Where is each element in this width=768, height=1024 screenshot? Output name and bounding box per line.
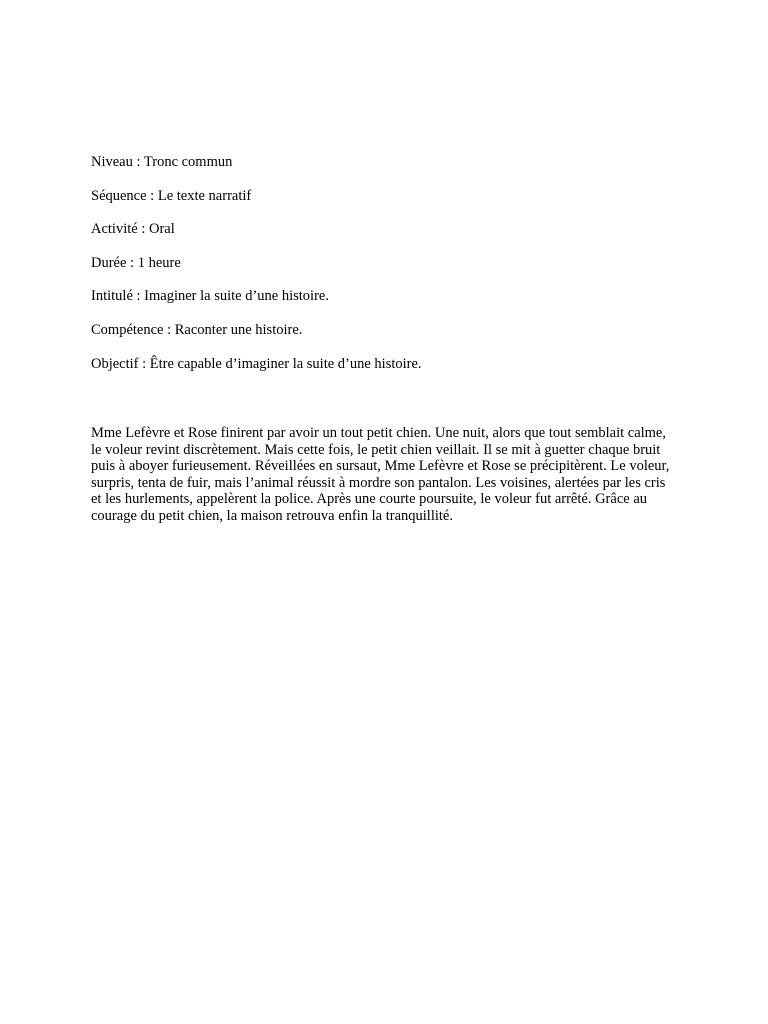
title-line: Intitulé : Imaginer la suite d’une histoire. bbox=[91, 288, 329, 305]
sequence-line: Séquence : Le texte narratif bbox=[91, 187, 252, 204]
competence-line: Compétence : Raconter une histoire. bbox=[91, 321, 303, 338]
lesson-info bbox=[91, 154, 691, 389]
level-line: Niveau : Tronc commun bbox=[91, 154, 233, 170]
objective-line: Objectif : Être capable d’imaginer la suite d’une histoire. bbox=[91, 355, 422, 372]
duration-line: Durée : 1 heure bbox=[91, 254, 181, 271]
activity-line: Activité : Oral bbox=[91, 221, 175, 238]
story-paragraph: Mme Lefèvre et Rose finirent par avoir un tout petit chien. Une nuit, alors que tout semblait calme, le voleur revint discrètement. Mais cette fois, le petit chien veillait. Il se mit à guetter chaque bruit puis à aboyer furieusement. Réveillées en sursaut, Mme Lefèvre et Rose se précipitèrent. Le voleur, surpris, tenta de fuir, mais l’animal réussit à mordre son pantalon. Les voisines, alertées par les cris et les hurlements, appelèrent la police. Après une courte poursuite, le voleur fut arrêté. Grâce au courage du petit chien, la maison retrouva enfin la tranquillité. bbox=[91, 425, 670, 524]
